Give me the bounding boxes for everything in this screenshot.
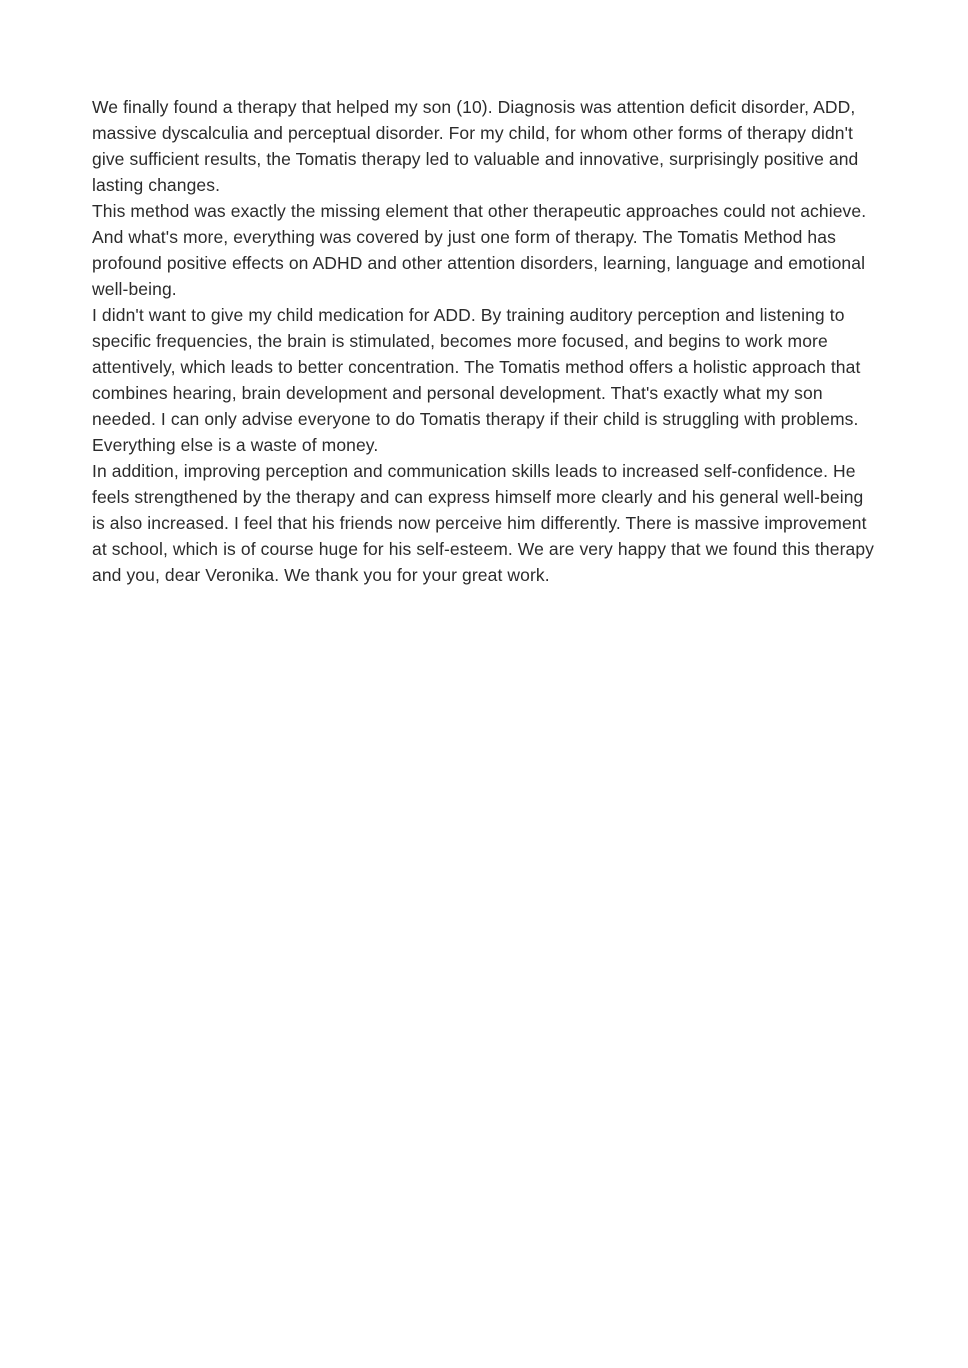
paragraph-2: This method was exactly the missing element that other therapeutic approaches could not achieve. And what's more, everything was covered by just one form of therapy. The Tomatis Method has profound positive effects on ADHD and other attention disorders, learning, language and emotional well-being. bbox=[92, 201, 867, 299]
testimonial-text-block bbox=[92, 94, 876, 588]
paragraph-3: I didn't want to give my child medication for ADD. By training auditory perception and listening to specific frequencies, the brain is stimulated, becomes more focused, and begins to work more attentively, which leads to better concentration. The Tomatis method offers a holistic approach that combines hearing, brain development and personal development. That's exactly what my son needed. I can only advise everyone to do Tomatis therapy if their child is struggling with problems. Everything else is a waste of money. bbox=[92, 305, 861, 455]
paragraph-1: We finally found a therapy that helped my son (10). Diagnosis was attention deficit disorder, ADD, massive dyscalculia and perceptual disorder. For my child, for whom other forms of therapy didn't give sufficient results, the Tomatis therapy led to valuable and innovative, surprisingly positive and lasting changes. bbox=[92, 97, 859, 195]
paragraph-4: In addition, improving perception and communication skills leads to increased self-confidence. He feels strengthened by the therapy and can express himself more clearly and his general well-being is also increased. I feel that his friends now perceive him differently. There is massive improvement at school, which is of course huge for his self-esteem. We are very happy that we found this therapy and you, dear Veronika. We thank you for your great work. bbox=[92, 461, 875, 585]
